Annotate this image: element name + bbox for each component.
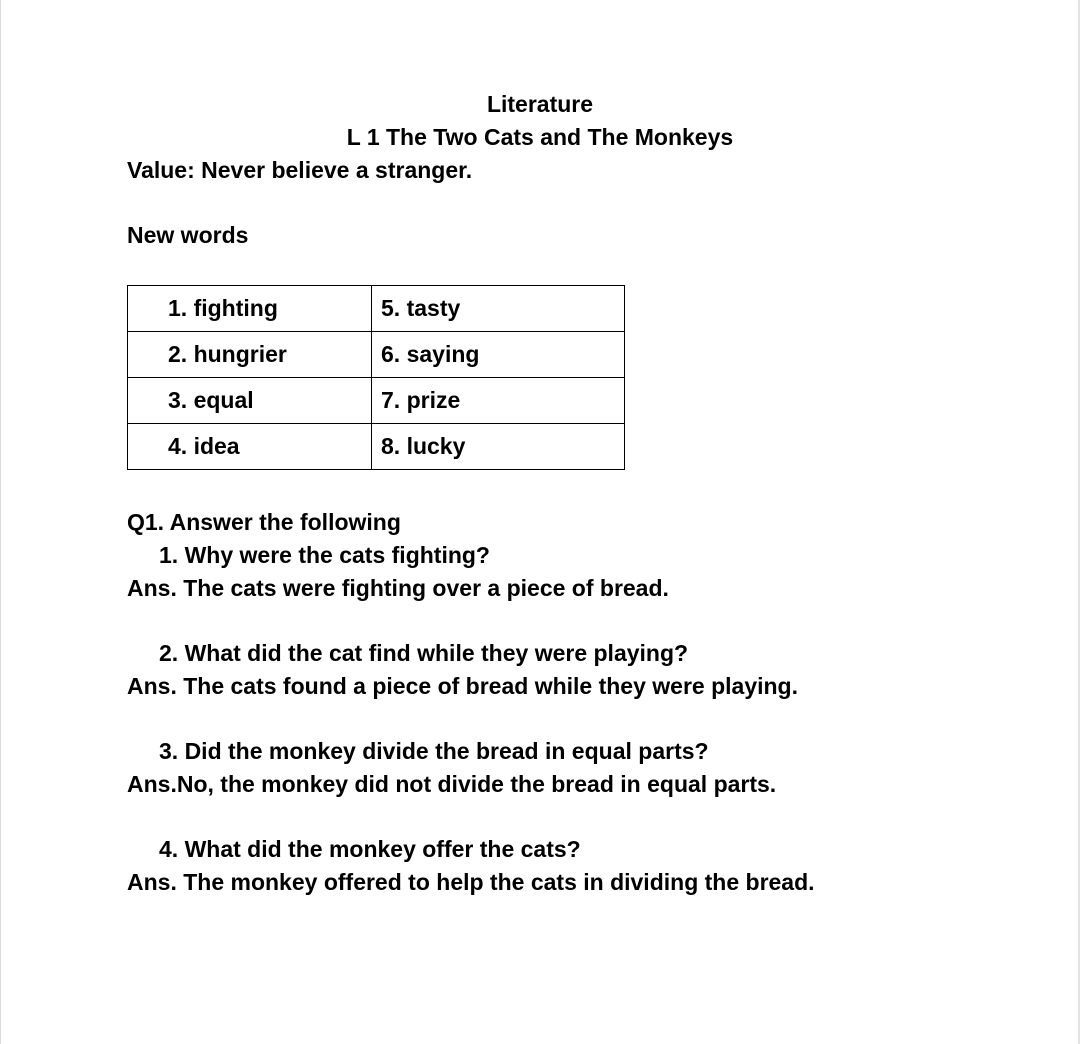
table-row (128, 286, 625, 332)
word-cell: 3. equal (128, 378, 372, 424)
word-cell: 5. tasty (372, 286, 625, 332)
page-left-border (0, 0, 1, 1044)
new-words-label: New words (127, 222, 249, 248)
answer-2: Ans. The cats found a piece of bread while they were playing. (127, 673, 798, 699)
lesson-title: L 1 The Two Cats and The Monkeys (346, 124, 734, 150)
word-cell: 6. saying (372, 332, 625, 378)
word-cell: 8. lucky (372, 424, 625, 470)
question-2: 2. What did the cat find while they were playing? (159, 640, 689, 666)
table-row (128, 424, 625, 470)
word-cell: 1. fighting (128, 286, 372, 332)
document-body (127, 88, 957, 899)
new-words-table (127, 285, 625, 470)
value-line: Value: Never believe a stranger. (127, 157, 473, 183)
spacer (127, 187, 957, 219)
question-4: 4. What did the monkey offer the cats? (159, 836, 581, 862)
word-cell: 2. hungrier (128, 332, 372, 378)
table-row (128, 378, 625, 424)
table-row (128, 332, 625, 378)
spacer (127, 703, 957, 735)
answer-3: Ans.No, the monkey did not divide the bread in equal parts. (127, 771, 777, 797)
word-cell: 4. idea (128, 424, 372, 470)
answer-4: Ans. The monkey offered to help the cats in dividing the bread. (127, 869, 815, 895)
question-3: 3. Did the monkey divide the bread in equal parts? (159, 738, 709, 764)
document-heading: Literature (486, 91, 594, 117)
spacer (127, 801, 957, 833)
spacer (127, 605, 957, 637)
answer-1: Ans. The cats were fighting over a piece of bread. (127, 575, 669, 601)
word-cell: 7. prize (372, 378, 625, 424)
q1-heading: Q1. Answer the following (127, 509, 401, 535)
question-1: 1. Why were the cats fighting? (159, 542, 490, 568)
